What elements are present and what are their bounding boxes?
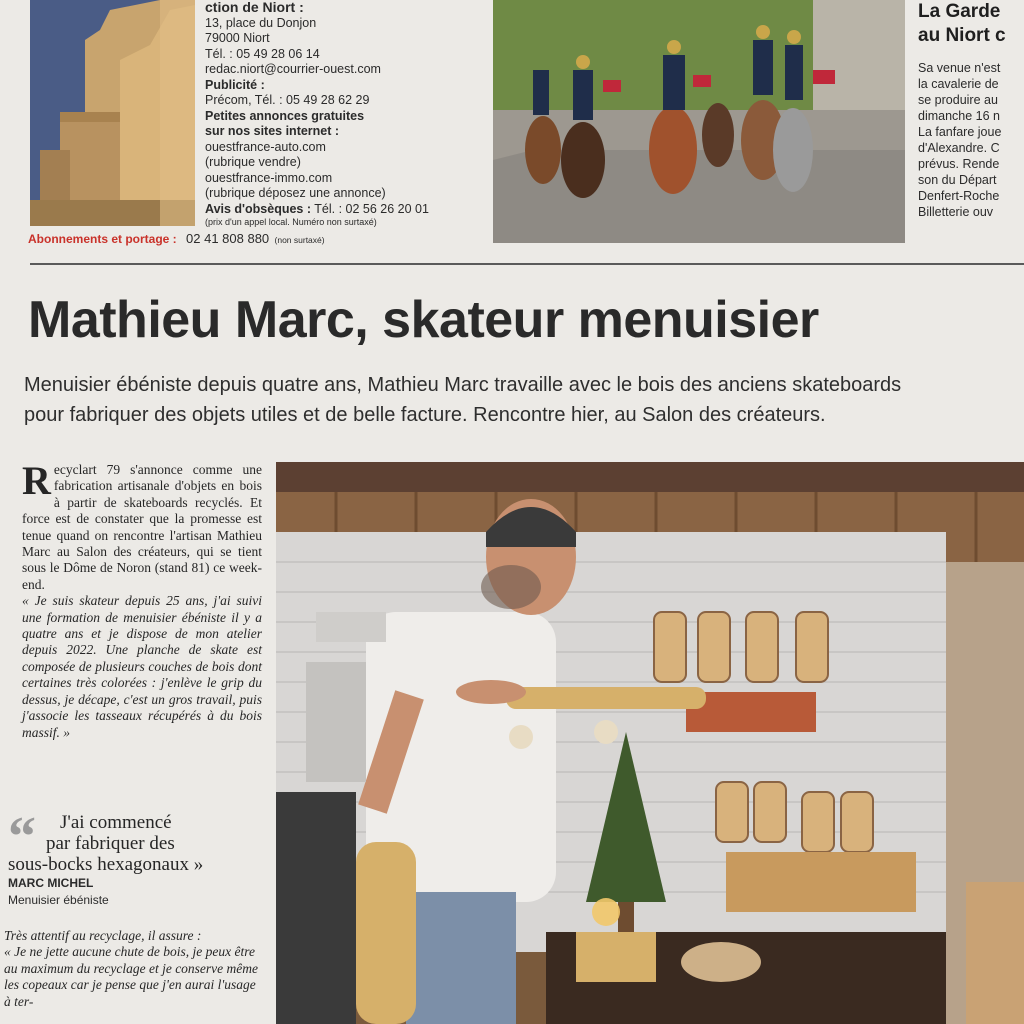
side-body-line: Denfert-Roche — [918, 189, 1000, 203]
body-paragraph: Très attentif au recyclage, il assure : — [4, 928, 202, 943]
article-body-column — [22, 458, 262, 741]
article-body-continued — [4, 928, 262, 1010]
side-body-line: Sa venue n'est — [918, 61, 1001, 75]
side-body-line: se produire au — [918, 93, 998, 107]
quote-author-name: MARC MICHEL — [8, 876, 94, 890]
article-standfirst — [24, 370, 1024, 430]
cavalry-photo — [493, 0, 905, 243]
quote-paragraph: « Je ne jette aucune chute de bois, je peux être au maximum du recyclage et je conserve même les copeaux car je pense que j'en aurai l'usage à ter- — [4, 944, 259, 1009]
body-paragraph — [22, 458, 262, 593]
side-article-title — [918, 0, 1024, 48]
pull-quote-line: sous-bocks hexagonaux » — [8, 854, 204, 875]
pull-quote-line: J'ai commencé — [60, 812, 172, 833]
info-line: sur nos sites internet : — [205, 124, 340, 138]
side-article-body — [918, 60, 1024, 220]
obituary-phone: Tél. : 02 56 26 20 01 — [314, 201, 429, 216]
info-line: 79000 Niort — [205, 31, 270, 45]
section-divider — [30, 263, 1024, 265]
info-line: ouestfrance-immo.com — [205, 170, 333, 185]
subscription-note: (non surtaxé) — [274, 235, 325, 245]
info-line: Tél. : 05 49 28 06 14 — [205, 46, 320, 61]
pull-quote-line: par fabriquer des — [46, 833, 175, 854]
drop-cap: R — [22, 458, 51, 503]
side-body-line: La fanfare joue — [918, 125, 1002, 139]
info-line: Précom, Tél. : 05 49 28 62 29 — [205, 93, 370, 107]
info-line: Publicité : — [205, 77, 265, 92]
main-article-photo — [276, 462, 1024, 1024]
paragraph-text: ecyclart 79 s'annonce comme une fabrication artisanale d'objets en bois à partir de skateboards recyclés. Et force est de constater que la promesse est tenue quand on rencontre l'artisan Mathieu Marc au Salon des créateurs, qui se tient sous le Dôme de Noron (stand 81) ce week-end. — [22, 462, 262, 592]
obituary-line — [205, 202, 490, 218]
subscription-line — [28, 231, 325, 246]
article-headline: Mathieu Marc, skateur menuisier — [28, 291, 819, 349]
artisan-stand-illustration — [276, 462, 1024, 1024]
contact-info-block — [205, 0, 490, 228]
standfirst-line: pour fabriquer des objets utiles et de belle facture. Rencontre hier, au Salon des créateurs. — [24, 404, 826, 426]
obituary-label: Avis d'obsèques : — [205, 201, 312, 216]
info-line: (rubrique déposez une annonce) — [205, 186, 386, 200]
pull-quote-text — [8, 806, 263, 875]
info-line: 13, place du Donjon — [205, 15, 317, 30]
subscription-phone: 02 41 808 880 — [186, 231, 270, 246]
info-line: Petites annonces gratuites — [205, 108, 365, 123]
quote-paragraph: « Je suis skateur depuis 25 ans, j'ai suivi une formation de menuisier ébéniste il y a quatre ans et je dispose de mon atelier depuis 2022. Une planche de skate est composée de plusieurs couches de bois dont certaines très colorées : j'enlève le grip du dessus, je décape, c'est un gros travail, puis j'associe les tasseaux récupérés à du bois massif. » — [22, 593, 262, 740]
info-line: ouestfrance-auto.com — [205, 139, 326, 154]
side-body-line: dimanche 16 n — [918, 109, 1001, 123]
side-body-line: son du Départ — [918, 173, 997, 187]
side-article — [918, 0, 1024, 220]
donjon-illustration — [30, 0, 195, 226]
side-body-line: d'Alexandre. C — [918, 141, 1000, 155]
quote-mark-icon: “ — [8, 806, 36, 868]
castle-photo — [30, 0, 195, 226]
side-body-line: prévus. Rende — [918, 157, 1000, 171]
cavalry-illustration — [493, 0, 905, 243]
quote-author-role: Menuisier ébéniste — [8, 893, 109, 907]
side-body-line: la cavalerie de — [918, 77, 999, 91]
standfirst-line: Menuisier ébéniste depuis quatre ans, Mathieu Marc travaille avec le bois des anciens skateboards — [24, 374, 902, 396]
side-body-line: Billetterie ouv — [918, 205, 994, 219]
info-line: ction de Niort : — [205, 0, 304, 15]
obituary-note: (prix d'un appel local. Numéro non surtaxé) — [205, 217, 377, 227]
info-line: (rubrique vendre) — [205, 155, 301, 169]
subscription-label: Abonnements et portage : — [28, 232, 177, 246]
side-title-line: La Garde — [918, 1, 1001, 22]
pull-quote — [8, 806, 263, 875]
side-title-line: au Niort c — [918, 25, 1006, 46]
info-line: redac.niort@courrier-ouest.com — [205, 62, 381, 76]
